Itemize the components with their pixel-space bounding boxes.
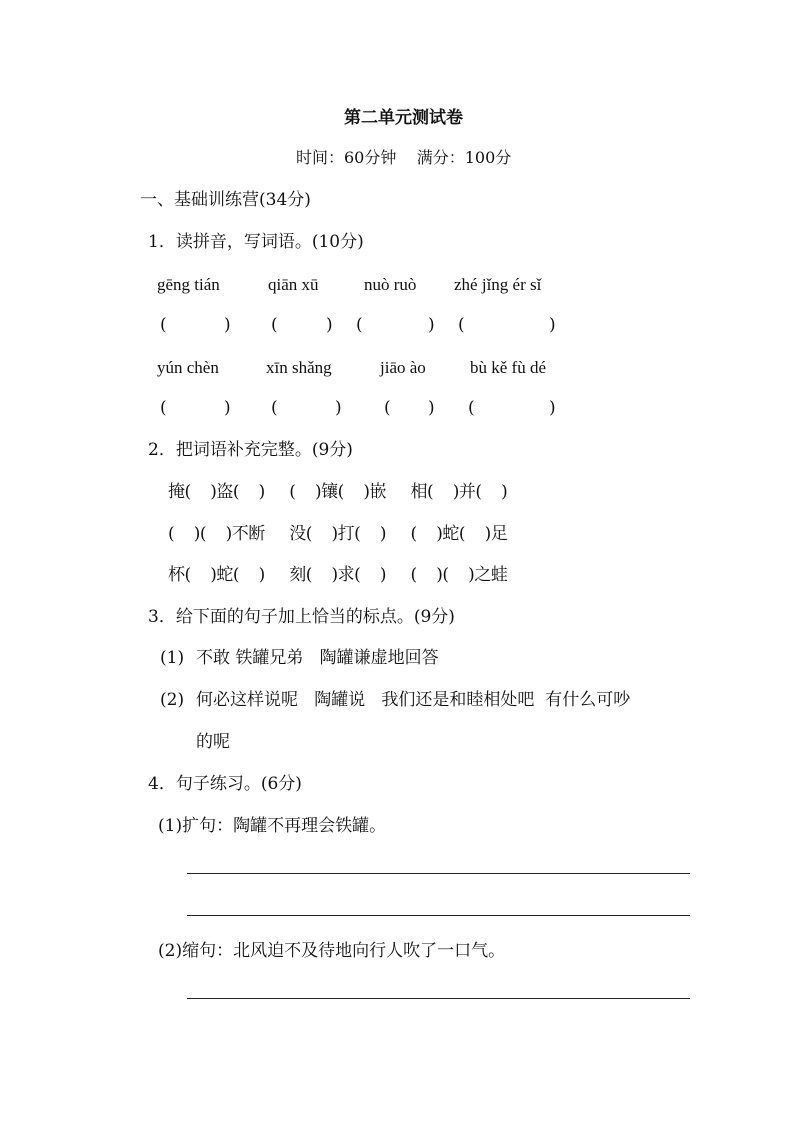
answer-blank-close: ) — [335, 398, 342, 418]
fill-in-line[interactable]: 掩( )盗( ) ( )镶( )嵌 相( )并( ) — [168, 482, 508, 502]
sentence-text: 何必这样说呢 陶罐说 我们还是和睦相处吧 有什么可吵 — [196, 690, 631, 710]
question-2-label: 2．把词语补充完整。(9分) — [148, 440, 353, 460]
answer-line[interactable] — [187, 998, 690, 999]
pinyin-item: gēng tián — [157, 275, 220, 294]
answer-blank-close: ) — [224, 315, 231, 335]
fill-in-line[interactable]: 杯( )蛇( ) 刻( )求( ) ( )( )之蛙 — [168, 565, 508, 585]
answer-blank-open[interactable]: ( — [271, 398, 278, 418]
pinyin-item: jiāo ào — [380, 358, 426, 377]
answer-blank-open[interactable]: ( — [384, 398, 391, 418]
question-3-label: 3．给下面的句子加上恰当的标点。(9分) — [148, 607, 455, 627]
sentence-continuation: 的呢 — [196, 732, 230, 752]
answer-blank-close: ) — [428, 398, 435, 418]
question-4-label: 4．句子练习。(6分) — [148, 774, 302, 794]
item-number: (1) — [160, 648, 185, 668]
answer-blank-open[interactable]: ( — [160, 315, 167, 335]
expand-sentence-prompt: (1)扩句：陶罐不再理会铁罐。 — [158, 816, 387, 836]
pinyin-item: zhé jǐng ér sǐ — [454, 275, 542, 294]
exam-meta: 时间：60分钟 满分：100分 — [296, 148, 512, 167]
pinyin-item: nuò ruò — [364, 275, 417, 294]
answer-blank-open[interactable]: ( — [468, 398, 475, 418]
pinyin-item: bù kě fù dé — [470, 358, 547, 377]
answer-blank-close: ) — [549, 398, 556, 418]
shorten-sentence-prompt: (2)缩句：北风迫不及待地向行人吹了一口气。 — [158, 941, 506, 961]
answer-blank-close: ) — [428, 315, 435, 335]
pinyin-item: xīn shǎng — [266, 358, 332, 377]
item-number: (2) — [160, 690, 185, 710]
answer-blank-open[interactable]: ( — [271, 315, 278, 335]
pinyin-item: qiān xū — [268, 275, 319, 294]
question-1-label: 1．读拼音，写词语。(10分) — [148, 232, 364, 252]
answer-line[interactable] — [187, 915, 690, 916]
answer-blank-open[interactable]: ( — [458, 315, 465, 335]
answer-blank-close: ) — [549, 315, 556, 335]
sentence-text: 不敢 铁罐兄弟 陶罐谦虚地回答 — [196, 648, 439, 668]
fill-in-line[interactable]: ( )( )不断 没( )打( ) ( )蛇( )足 — [168, 524, 508, 544]
answer-blank-close: ) — [326, 315, 333, 335]
section-heading: 一、基础训练营(34分) — [140, 190, 311, 210]
answer-line[interactable] — [187, 873, 690, 874]
pinyin-item: yún chèn — [157, 358, 219, 377]
answer-blank-close: ) — [224, 398, 231, 418]
answer-blank-open[interactable]: ( — [160, 398, 167, 418]
answer-blank-open[interactable]: ( — [356, 315, 363, 335]
exam-title: 第二单元测试卷 — [344, 108, 463, 128]
